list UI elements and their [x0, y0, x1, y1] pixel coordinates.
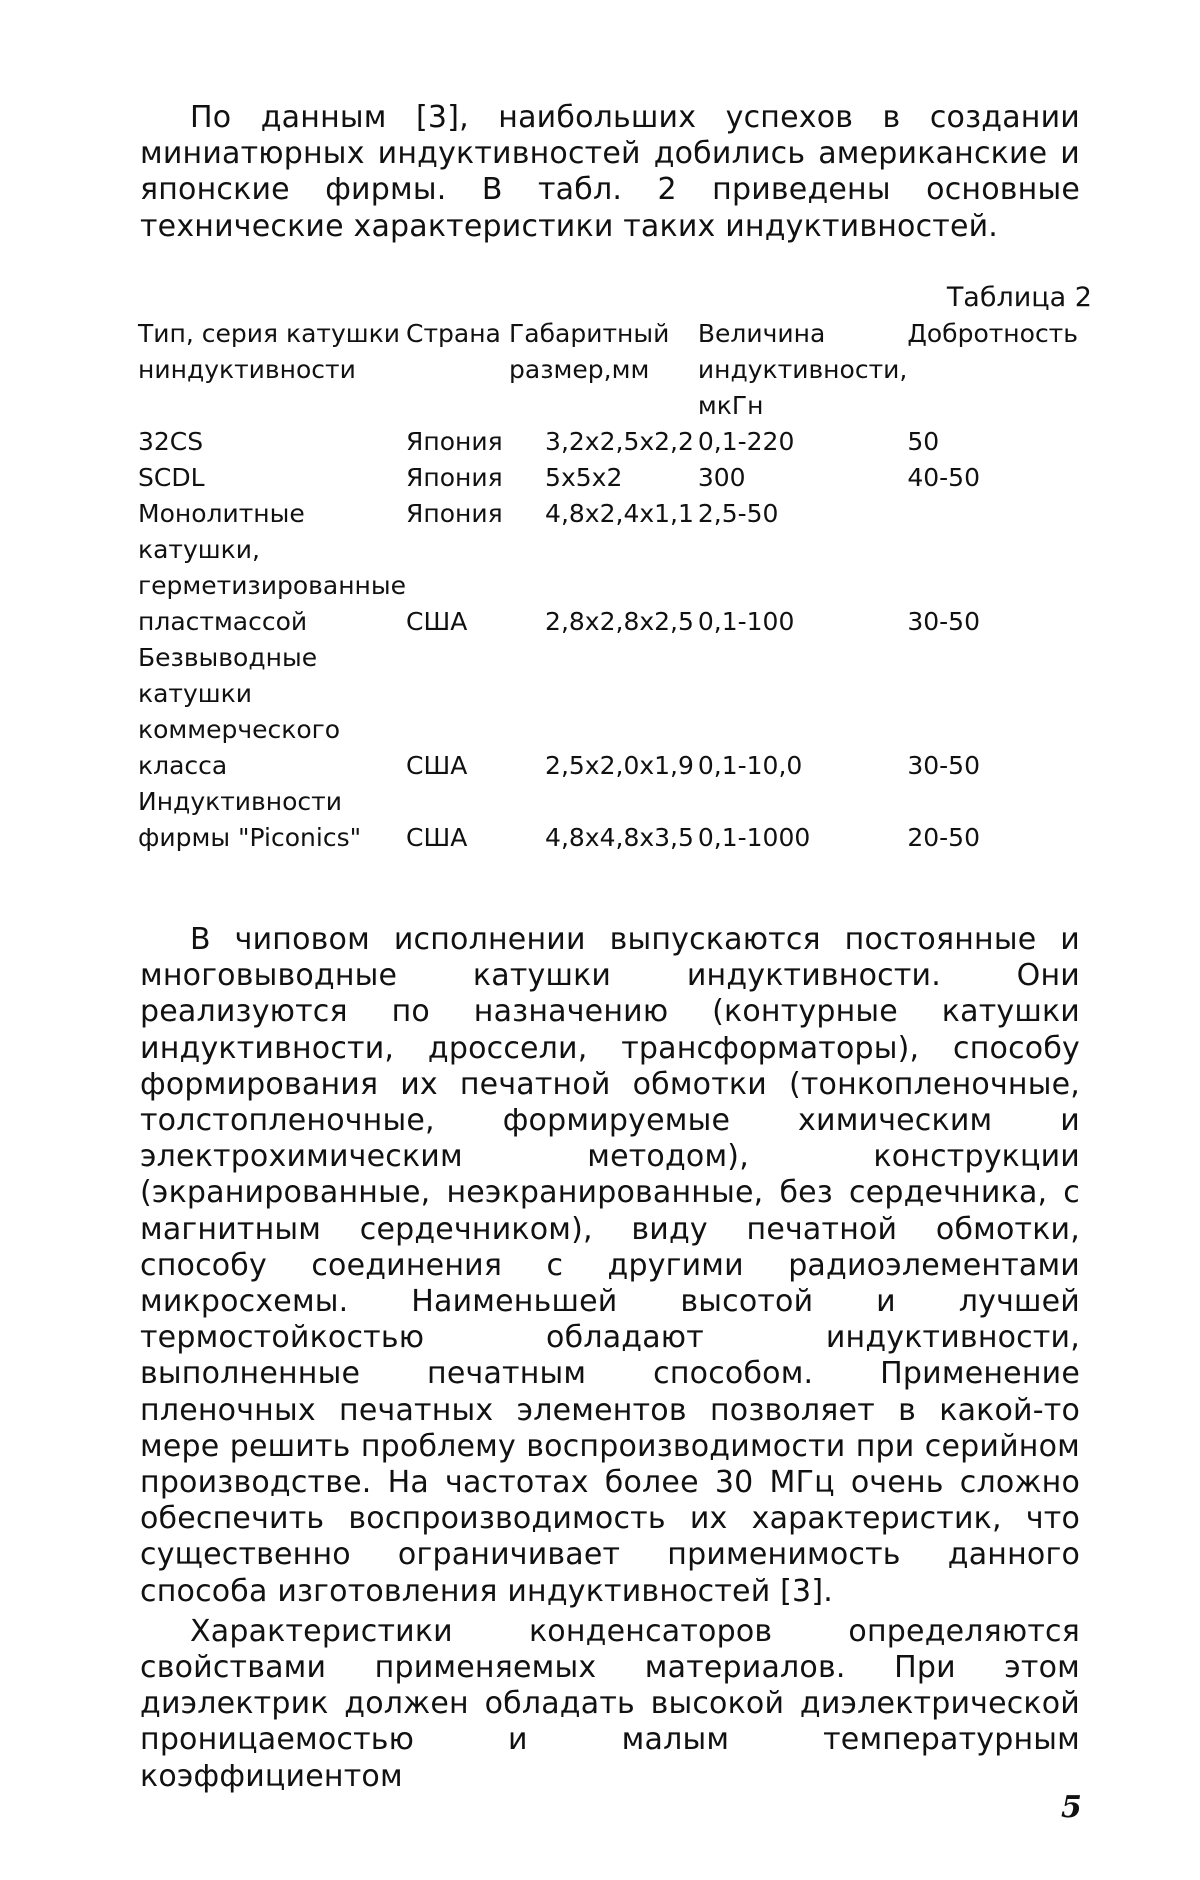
cell-country: Япония США [406, 496, 509, 640]
cell-q-factor [907, 496, 1078, 640]
cell-inductance: 300 [697, 463, 746, 492]
header-country: Страна [406, 319, 501, 348]
cell-country: Япония [406, 463, 503, 492]
cell-q-factor: 30-50 [907, 607, 980, 636]
cell-country: США [406, 751, 468, 780]
header-type: Тип, серия катушки ниндуктивности [138, 319, 400, 384]
table-row [138, 640, 1078, 784]
inductance-table [138, 316, 1078, 856]
cell-size: 2,8x2,8x2,5 [545, 607, 694, 636]
cell-inductance: 0,1-10,0 [697, 751, 803, 780]
cell-size: 5x5x2 [545, 463, 623, 492]
body-text [140, 922, 1080, 1795]
cell-country: США [406, 607, 468, 636]
header-q-factor: Добротность [907, 319, 1078, 348]
cell-q-factor: 30-50 [907, 751, 980, 780]
cell-inductance: 2,5-50 0,1-100 [698, 496, 907, 640]
body-paragraph: Характеристики конденсаторов определяются свойствами применяемых материалов. При этом диэлектрик должен обладать высокой диэлектрической проницаемостью и малым температурным коэффициентом [140, 1613, 1080, 1794]
cell-type: Монолитные катушки, герметизированные пластмассой [138, 499, 407, 636]
header-inductance: Величина индуктивности, мкГн [697, 319, 908, 420]
cell-country: Япония [406, 427, 503, 456]
table-caption: Таблица 2 [946, 282, 1092, 313]
cell-type: 32CS [138, 427, 204, 456]
intro-paragraph: По данным [3], наибольших успехов в создании миниатюрных индуктивностей добились американские и японские фирмы. В табл. 2 приведены основные технические характеристики таких индуктивностей. [140, 100, 1080, 244]
cell-q-factor: 20-50 [907, 823, 980, 852]
cell-size: 2,5x2,0x1,9 [545, 751, 694, 780]
cell-inductance: 0,1-220 [697, 427, 795, 456]
cell-type: Индуктивности фирмы "Piconics" [138, 787, 362, 852]
cell-size: 4,8x2,4x1,1 2,8x2,8x2,5 [509, 496, 698, 640]
cell-inductance: 0,1-100 [697, 607, 795, 636]
table-row [138, 424, 1078, 460]
cell-size: 4,8x4,8x3,5 [545, 823, 694, 852]
cell-inductance: 0,1-1000 [697, 823, 811, 852]
header-size: Габаритный размер,мм [509, 319, 670, 384]
cell-country: США [406, 823, 468, 852]
table-row [138, 784, 1078, 856]
table-row [138, 496, 1078, 640]
cell-size: 3,2x2,5x2,2 [545, 427, 694, 456]
table-row [138, 460, 1078, 496]
cell-type: SCDL [138, 463, 205, 492]
body-paragraph: В чиповом исполнении выпускаются постоянные и многовыводные катушки индуктивности. Они реализуются по назначению (контурные катушки индуктивности, дроссели, трансформаторы), способу формирования их печатной обмотки (тонкопленочные, толстопленочные, формируемые химическим и электрохимическим методом), конструкции (экранированные, неэкранированные, без сердечника, с магнитным сердечником), виду печатной обмотки, способу соединения с другими радиоэлементами микросхемы. Наименьшей высотой и лучшей термостойкостью обладают индуктивности, выполненные печатным способом. Применение пленочных печатных элементов позволяет в какой-то мере решить проблему воспроизводимости при серийном производстве. На частотах более 30 МГц очень сложно обеспечить воспроизводимость их характеристик, что существенно ограничивает применимость данного способа изготовления индуктивностей [3]. [140, 922, 1080, 1609]
page-number: 5 [1061, 1790, 1082, 1825]
document-page [138, 100, 1092, 1794]
cell-q-factor: 50 [907, 427, 940, 456]
cell-q-factor: 40-50 [907, 463, 980, 492]
table-header-row [138, 316, 1078, 424]
cell-type: Безвыводные катушки коммерческого класса [138, 643, 341, 780]
